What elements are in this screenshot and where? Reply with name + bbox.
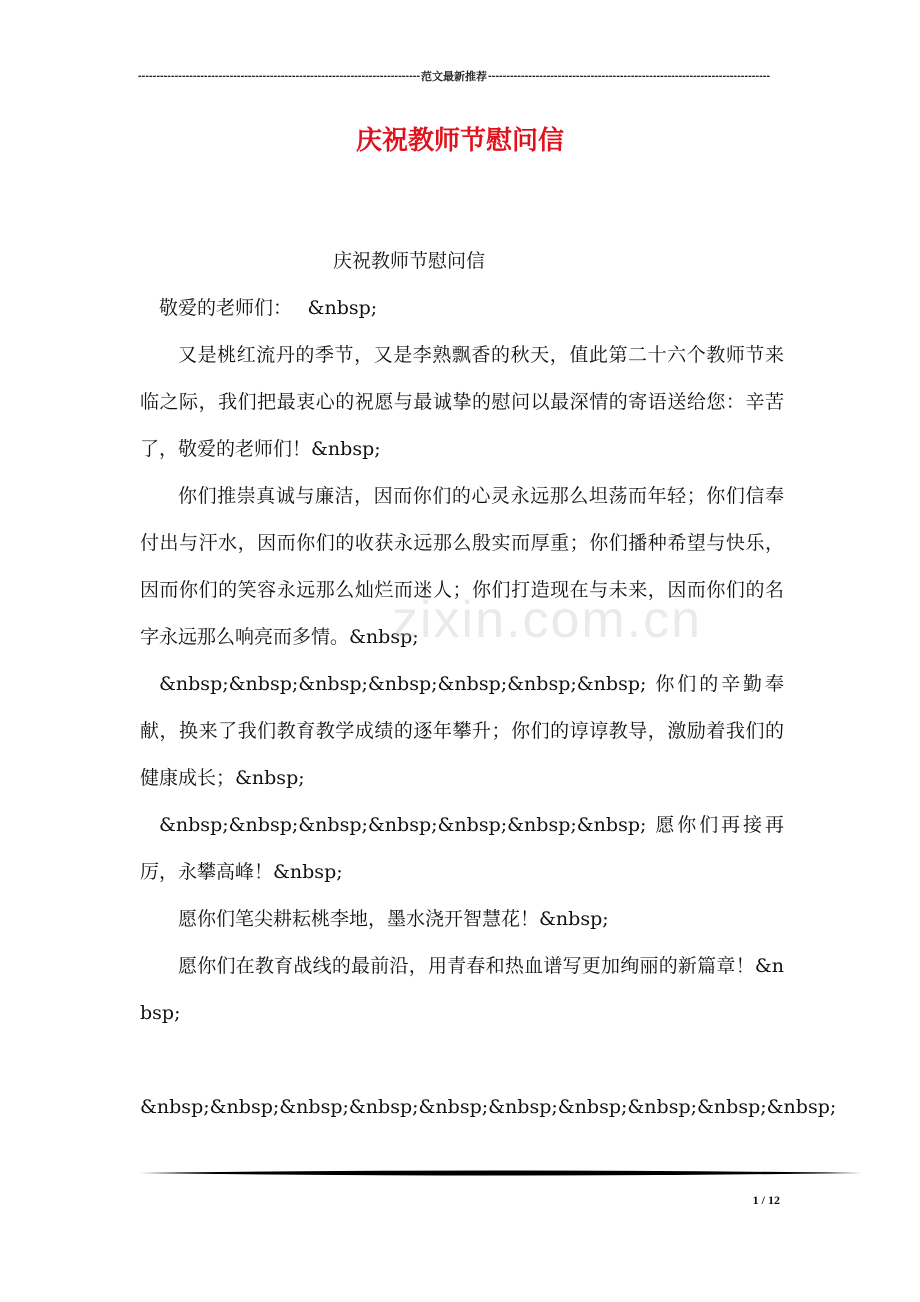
paragraph-2: 你们推崇真诚与廉洁，因而你们的心灵永远那么坦荡而年轻；你们信奉付出与汗水，因而你们的收获永远那么殷实而厚重；你们播种希望与快乐，因而你们的笑容永远那么灿烂而迷人；你们打造现在与未来，因而你们的名字永远那么响亮而多情。&nbsp; [140,485,784,648]
document-title: 庆祝教师节慰问信 [355,126,564,156]
page-number: 1 / 12 [752,1193,780,1207]
letter-body [140,238,837,1131]
paragraph-4: &nbsp;&nbsp;&nbsp;&nbsp;&nbsp;&nbsp;&nbsp; 愿你们再接再厉，永攀高峰！&nbsp; [140,814,784,883]
letter-title: 庆祝教师节慰问信 [333,250,486,272]
paragraph-5: 愿你们笔尖耕耘桃李地，墨水浇开智慧花！&nbsp; [178,908,609,930]
header-label: 范文最新推荐 [421,71,487,83]
header-dashes-left [138,70,420,82]
paragraph-6: 愿你们在教育战线的最前沿，用青春和热血谱写更加绚丽的新篇章！&nbsp; [140,955,784,1024]
watermark: zixin.com.cn [392,591,703,649]
header-dashes-right [488,70,770,82]
salutation: 敬爱的老师们： &nbsp; [159,297,378,319]
page-header [138,68,770,84]
paragraph-1: 又是桃红流丹的季节，又是李熟飘香的秋天，值此第二十六个教师节来临之际，我们把最衷心的祝愿与最诚挚的慰问以最深情的寄语送给您：辛苦了，敬爱的老师们！&nbsp; [140,344,784,460]
paragraph-3: &nbsp;&nbsp;&nbsp;&nbsp;&nbsp;&nbsp;&nbsp; 你们的辛勤奉献，换来了我们教育教学成绩的逐年攀升；你们的谆谆教导，激励着我们的健康成长；&nbsp; [140,673,784,789]
trailing-spaces: &nbsp;&nbsp;&nbsp;&nbsp;&nbsp;&nbsp;&nbsp;&nbsp;&nbsp;&nbsp; [140,1096,837,1118]
footer-rule [140,1168,862,1178]
